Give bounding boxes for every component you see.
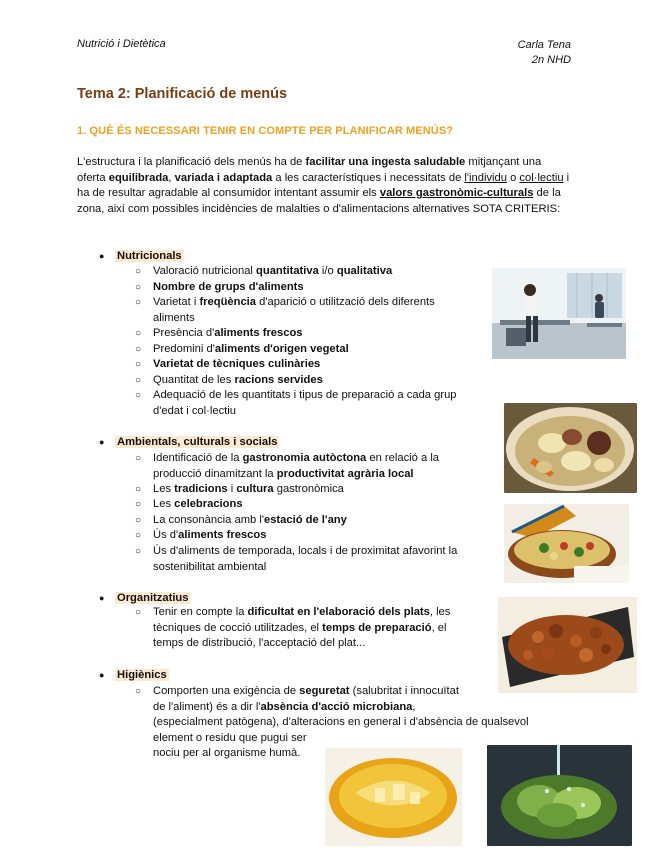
category-organitzatius bbox=[99, 591, 190, 606]
item-bold: aliments frescos bbox=[178, 529, 267, 541]
item-text: , bbox=[412, 701, 416, 713]
item-text: d'aparició o utilització dels diferents aliments bbox=[153, 296, 435, 324]
item-text: de l'aliment) és a dir l' bbox=[153, 701, 261, 713]
item-text: gastronòmica bbox=[273, 483, 344, 495]
item-text: , les tècniques de cocció utilitzades, el bbox=[153, 606, 451, 634]
item-text: Valoració nutricional bbox=[153, 265, 257, 277]
intro-text: i ha de resultar agradable al consumidor intentant assumir els bbox=[77, 171, 570, 199]
circle-bullet-icon: ○ bbox=[135, 484, 142, 495]
item-text: , el temps de distribució, l'acceptació del plat... bbox=[153, 621, 447, 649]
header-author bbox=[518, 38, 571, 68]
circle-bullet-icon: ○ bbox=[135, 282, 142, 293]
category-nutricionals bbox=[99, 249, 184, 264]
tagine-photo bbox=[504, 504, 629, 583]
item-text: Ús d' bbox=[153, 529, 179, 541]
category-higienics bbox=[99, 668, 169, 683]
item-bold: cultura bbox=[236, 483, 274, 495]
item-text: i bbox=[227, 483, 237, 495]
bullet-icon: ● bbox=[99, 251, 105, 261]
item-text: Varietat i bbox=[153, 296, 200, 308]
author-group: 2n NHD bbox=[531, 54, 571, 66]
item-text: Tenir en compte la bbox=[153, 606, 248, 618]
item-bold: qualitativa bbox=[336, 265, 393, 277]
item-bold: celebracions bbox=[174, 498, 243, 510]
item-text: Ús d'aliments de temporada, locals i de proximitat afavorint la sostenibilitat ambiental bbox=[153, 545, 458, 573]
circle-bullet-icon: ○ bbox=[135, 266, 142, 277]
item-bold: Varietat de tècniques culinàries bbox=[153, 358, 321, 370]
item-bold: quantitativa bbox=[256, 265, 319, 277]
item-bold: absència d'acció microbiana bbox=[260, 701, 413, 713]
bullet-icon: ● bbox=[99, 593, 105, 603]
section-heading: 1. QUÈ ÉS NECESSARI TENIR EN COMPTE PER PLANIFICAR MENÚS? bbox=[77, 125, 454, 137]
item-text: i/o bbox=[318, 265, 337, 277]
intro-text: mitjançant una oferta bbox=[77, 156, 542, 184]
item-bold: productivitat agrària local bbox=[276, 467, 414, 480]
item-text: Quantitat de les bbox=[153, 374, 235, 386]
bullet-icon: ● bbox=[99, 670, 105, 680]
hygiene-line: element o residu que pugui ser bbox=[153, 732, 307, 744]
circle-bullet-icon: ○ bbox=[135, 499, 142, 510]
category-label: Organitzatius bbox=[117, 592, 189, 604]
item-bold: racions servides bbox=[234, 374, 323, 386]
item-text: Les bbox=[153, 498, 175, 510]
circle-bullet-icon: ○ bbox=[135, 359, 142, 370]
item-text: Adequació de les quantitats i tipus de preparació a cada grup d'edat i col·lectiu bbox=[153, 389, 457, 417]
item-bold: seguretat bbox=[299, 685, 350, 697]
intro-underline: col·lectiu bbox=[519, 171, 564, 184]
hygiene-line bbox=[153, 700, 416, 716]
lettuce-washing-photo bbox=[487, 745, 632, 846]
intro-bold-underline: valors gastronòmic-culturals bbox=[379, 187, 534, 199]
intro-paragraph bbox=[77, 155, 572, 217]
intro-bold: variada i adaptada bbox=[174, 171, 273, 184]
omelette-photo bbox=[325, 748, 462, 846]
category-ambientals bbox=[99, 435, 279, 450]
item-text: Identificació de la bbox=[153, 452, 243, 464]
bullet-icon: ● bbox=[99, 437, 105, 447]
circle-bullet-icon: ○ bbox=[135, 515, 142, 526]
item-text: en relació a la producció dinamitzant la bbox=[153, 452, 440, 480]
item-text: Presència d' bbox=[153, 327, 215, 339]
office-workers-photo bbox=[492, 268, 626, 359]
hygiene-line: nociu per al organisme humà. bbox=[153, 747, 301, 759]
item-text: (salubritat i innocuïtat bbox=[349, 685, 459, 697]
circle-bullet-icon: ○ bbox=[135, 390, 142, 401]
item-bold: temps de preparació bbox=[322, 621, 432, 634]
item-bold: Nombre de grups d'aliments bbox=[153, 281, 304, 293]
category-label: Higiènics bbox=[117, 669, 167, 681]
intro-text: a les característiques i necessitats de bbox=[272, 171, 465, 184]
circle-bullet-icon: ○ bbox=[135, 344, 142, 355]
circle-bullet-icon: ○ bbox=[135, 297, 142, 308]
item-text: Comporten una exigència de bbox=[153, 685, 300, 697]
intro-bold: equilibrada bbox=[108, 171, 169, 184]
item-text: La consonància amb l' bbox=[153, 514, 264, 526]
circle-bullet-icon: ○ bbox=[135, 686, 142, 697]
circle-bullet-icon: ○ bbox=[135, 530, 142, 541]
item-bold: gastronomia autòctona bbox=[242, 452, 367, 464]
intro-text: , bbox=[168, 171, 175, 184]
hygiene-line: (especialment patògena), d'alteracions en general i d'absència de qualsevol bbox=[153, 716, 529, 728]
intro-text: de la zona, així com possibles incidències de malalties o d'alimentacions alternatives SOTA CRITERIS: bbox=[77, 187, 561, 215]
item-bold: freqüència bbox=[199, 296, 257, 308]
author-name: Carla Tena bbox=[517, 39, 571, 51]
circle-bullet-icon: ○ bbox=[135, 375, 142, 386]
intro-text: L'estructura i la planificació dels menús ha de bbox=[77, 156, 306, 168]
intro-bold: facilitar una ingesta saludable bbox=[305, 156, 466, 168]
circle-bullet-icon: ○ bbox=[135, 328, 142, 339]
category-label: Nutricionals bbox=[117, 250, 182, 262]
page-title: Tema 2: Planificació de menús bbox=[77, 86, 288, 102]
item-text: Les bbox=[153, 483, 175, 495]
item-bold: tradicions bbox=[174, 483, 228, 495]
intro-underline: l'individu bbox=[464, 171, 507, 184]
circle-bullet-icon: ○ bbox=[135, 546, 142, 557]
item-bold: dificultat en l'elaboració dels plats bbox=[247, 606, 430, 618]
item-bold: aliments d'origen vegetal bbox=[214, 343, 349, 355]
header-subject: Nutrició i Dietètica bbox=[77, 38, 166, 50]
circle-bullet-icon: ○ bbox=[135, 453, 142, 464]
circle-bullet-icon: ○ bbox=[135, 607, 142, 618]
item-bold: estació de l'any bbox=[263, 514, 347, 526]
item-text: Predomini d' bbox=[153, 343, 215, 355]
category-label: Ambientals, culturals i socials bbox=[117, 436, 278, 448]
fried-food-photo bbox=[498, 597, 637, 693]
stew-photo bbox=[504, 403, 637, 493]
intro-text: o bbox=[506, 171, 520, 184]
item-bold: aliments frescos bbox=[214, 327, 303, 339]
